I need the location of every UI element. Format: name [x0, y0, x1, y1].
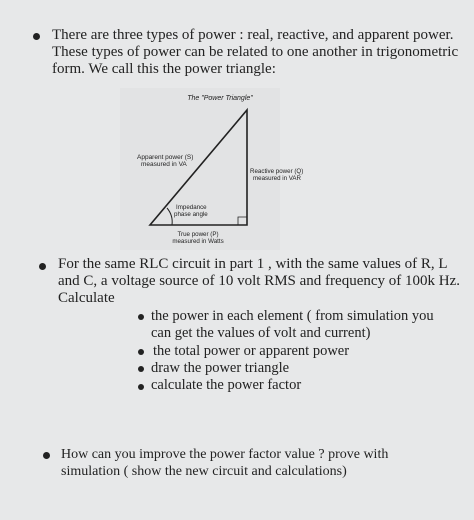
power-triangle-diagram	[120, 88, 304, 250]
intro-line-3: form. We call this the power triangle:	[52, 61, 276, 77]
task-line-2: and C, a voltage source of 10 volt RMS and frequency of 100k Hz.	[58, 273, 460, 289]
sub-bullet-3	[138, 366, 144, 372]
bullet-question	[43, 452, 50, 459]
task-line-1: For the same RLC circuit in part 1 , with the same values of R, L	[58, 256, 448, 272]
task-paragraph	[58, 256, 460, 307]
task-line-3: Calculate	[58, 290, 115, 306]
sub-bullet-2	[138, 349, 144, 355]
true-power-label-2: measured in Watts	[172, 238, 224, 245]
intro-line-2: These types of power can be related to one another in trigonometric	[52, 44, 459, 60]
sub-item-1-line-2: can get the values of volt and current)	[151, 325, 371, 341]
impedance-angle-label-2: phase angle	[174, 211, 208, 218]
bullet-intro	[33, 33, 40, 40]
apparent-power-label-1: Apparent power (S)	[137, 154, 194, 161]
reactive-power-label-1: Reactive power (Q)	[250, 168, 304, 175]
intro-line-1: There are three types of power : real, reactive, and apparent power.	[52, 27, 454, 43]
question-line-2: simulation ( show the new circuit and calculations)	[61, 464, 347, 479]
sub-item-2: the total power or apparent power	[153, 343, 350, 359]
question-line-1: How can you improve the power factor value ? prove with	[61, 447, 389, 462]
impedance-angle-label-1: Impedance	[176, 204, 207, 211]
sub-item-4: calculate the power factor	[151, 377, 302, 393]
bullet-task	[39, 263, 46, 270]
intro-paragraph	[52, 27, 458, 78]
sub-bullet-4	[138, 384, 144, 390]
true-power-label-1: True power (P)	[177, 231, 219, 238]
sub-item-1-line-1: the power in each element ( from simulation you	[151, 308, 434, 324]
diagram-title: The "Power Triangle"	[187, 95, 253, 102]
question-paragraph	[61, 446, 388, 480]
reactive-power-label-2: measured in VAR	[253, 175, 302, 182]
sub-item-3: draw the power triangle	[151, 360, 290, 376]
sub-bullet-1	[138, 314, 144, 320]
apparent-power-label-2: measured in VA	[141, 161, 187, 168]
